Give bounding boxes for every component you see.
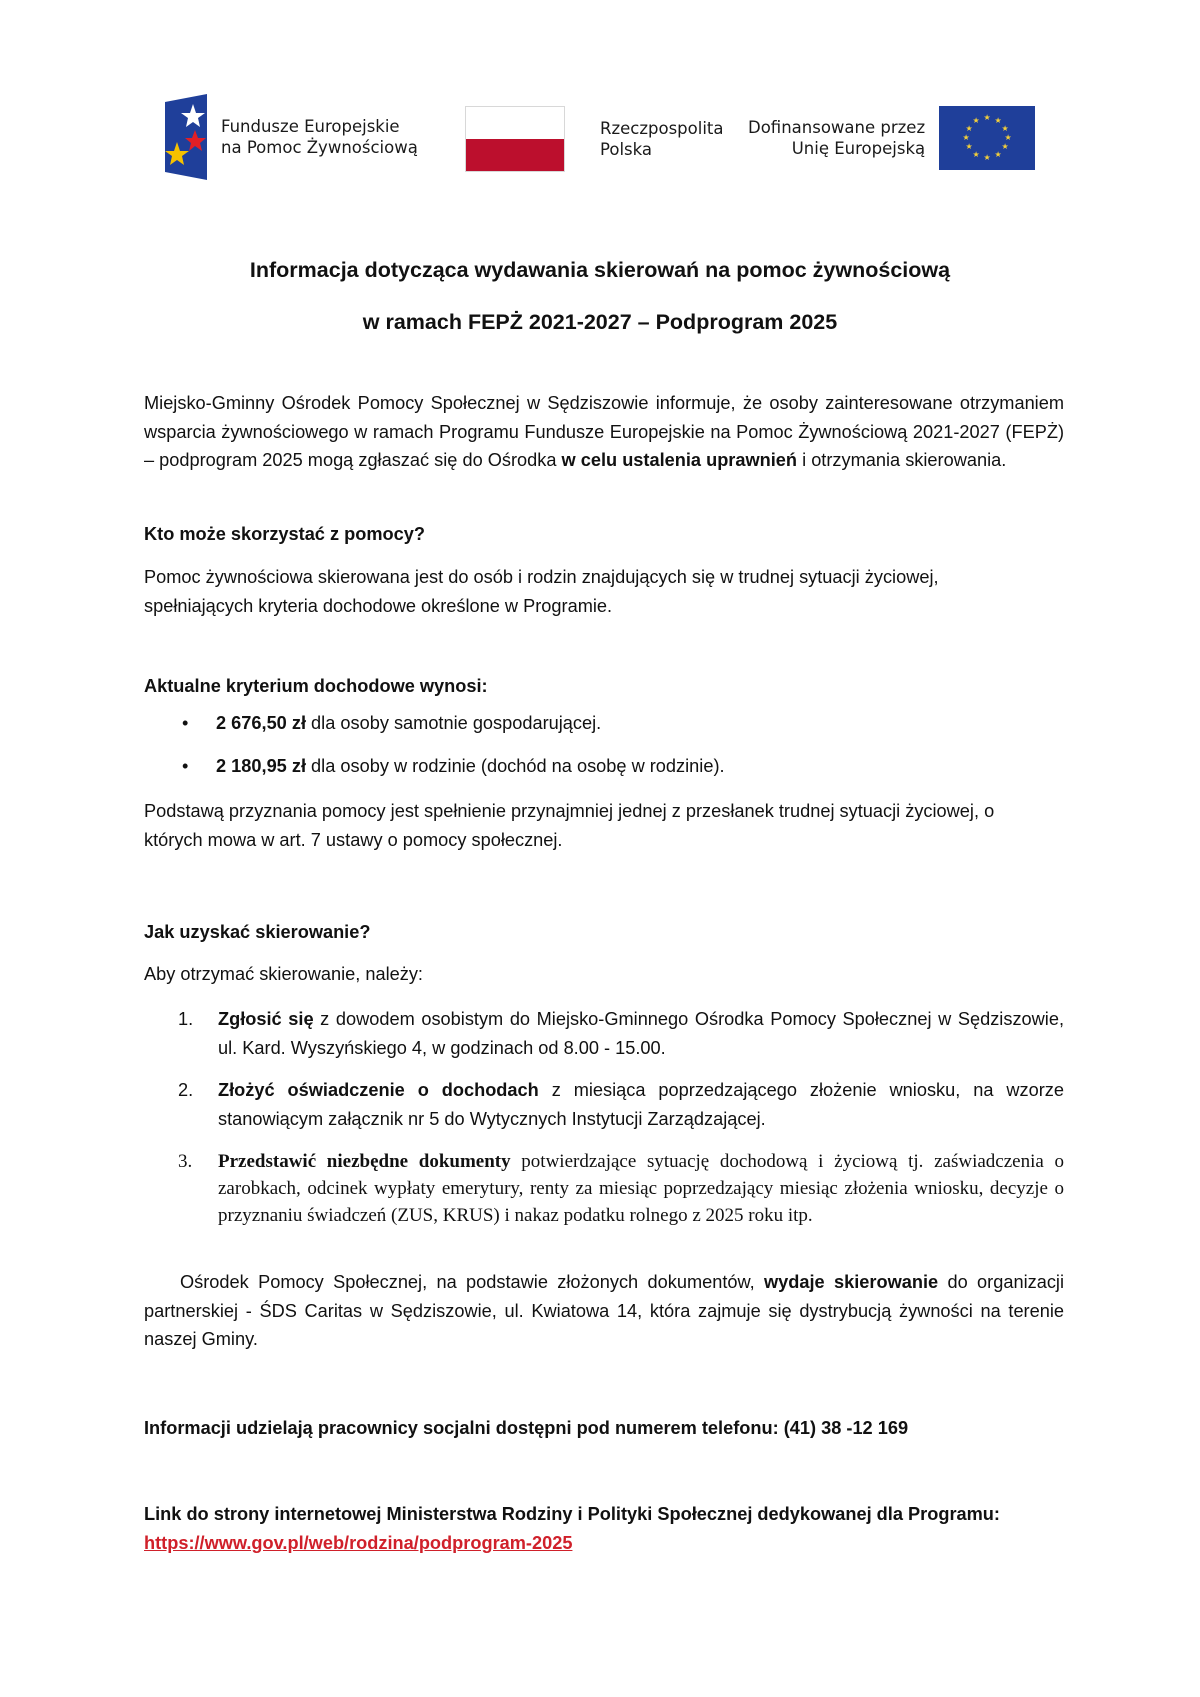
eu-logo-line1: Dofinansowane przez (748, 118, 926, 137)
pl-logo (465, 106, 724, 172)
step-text: potwierdzające sytuację dochodową i życiową tj. zaświadczenia o zarobkach, odcinek wypłaty emerytury, renty za miesiąc poprzedzający miesiąc złożenia wniosku, decyzje o przyznaniu świadczeń (ZUS, KRUS) i nakaz podatku rolnego z 2025 roku itp. (218, 1151, 1064, 1226)
section-who-text (144, 563, 1024, 620)
step-number: 2. (178, 1080, 194, 1100)
link-section (144, 1500, 1044, 1557)
closing-text-end: do organizacji partnerskiej - ŚDS Caritas w Sędziszowie, ul. Kwiatowa 14, która zajmuje się dystrybucją żywności na terenie naszej Gminy. (144, 1272, 1064, 1349)
closing-text: Ośrodek Pomocy Społecznej, na podstawie złożonych dokumentów, (180, 1272, 765, 1292)
pl-logo-line2: Polska (600, 140, 653, 159)
step-number: 3. (178, 1151, 193, 1172)
step-item (178, 1005, 1064, 1062)
logo-bar (0, 90, 1200, 190)
document-title-line2: w ramach FEPŻ 2021-2027 – Podprogram 2025 (362, 310, 838, 334)
who-paragraph: Pomoc żywnościowa skierowana jest do osób i rodzin znajdujących się w trudnej sytuacji życiowej, spełniających kryteria dochodowe określone w Programie. (144, 567, 939, 616)
fe-logo-line1: Fundusze Europejskie (221, 117, 400, 136)
section-how-lead: Aby otrzymać skierowanie, należy: (144, 964, 423, 984)
polish-flag-icon (465, 106, 565, 172)
step-item (178, 1148, 1064, 1229)
step-number: 1. (178, 1009, 194, 1029)
step-bold: Zgłosić się (218, 1009, 314, 1029)
step-item (178, 1076, 1064, 1133)
eu-logo (748, 106, 1035, 170)
intro-text-end: i otrzymania skierowania. (797, 450, 1007, 470)
criteria-amount: 2 676,50 zł (216, 713, 306, 733)
program-link[interactable]: https://www.gov.pl/web/rodzina/podprogram-2025 (144, 1532, 573, 1553)
pl-logo-line1: Rzeczpospolita (600, 119, 724, 138)
bullet-icon: • (182, 756, 189, 776)
section-how-heading: Jak uzyskać skierowanie? (144, 922, 371, 942)
basis-paragraph: Podstawą przyznania pomocy jest spełnienie przynajmniej jednej z przesłanek trudnej sytuacji życiowej, o których mowa w art. 7 ustawy o pomocy społecznej. (144, 801, 995, 850)
step-text: z miesiąca poprzedzającego złożenie wniosku, na wzorze stanowiącym załącznik nr 5 do Wytycznych Instytucji Zarządzającej. (218, 1080, 1064, 1129)
step-text: z dowodem osobistym do Miejsko-Gminnego Ośrodka Pomocy Społecznej w Sędziszowie, ul. Kard. Wyszyńskiego 4, w godzinach od 8.00 - 15.00. (218, 1009, 1064, 1058)
document-title-line1: Informacja dotycząca wydawania skierowań na pomoc żywnościową (249, 258, 951, 282)
eu-flag-icon: ★ ★ ★ ★ ★ ★ ★ ★ ★ ★ ★ ★ (939, 106, 1035, 170)
closing-paragraph (144, 1268, 1064, 1354)
criteria-basis (144, 797, 1024, 854)
contact-info: Informacji udzielają pracownicy socjalni dostępni pod numerem telefonu: (41) 38 -12 169 (144, 1418, 909, 1438)
step-bold: Przedstawić niezbędne dokumenty (218, 1151, 511, 1172)
fe-logo (163, 94, 418, 180)
criteria-heading: Aktualne kryterium dochodowe wynosi: (144, 676, 488, 696)
fe-star-mark-icon (163, 94, 209, 180)
criteria-text: dla osoby w rodzinie (dochód na osobę w rodzinie). (306, 756, 725, 776)
criteria-amount: 2 180,95 zł (216, 756, 306, 776)
fe-logo-line2: na Pomoc Żywnościową (221, 138, 418, 157)
step-bold: Złożyć oświadczenie o dochodach (218, 1080, 539, 1100)
bullet-icon: • (182, 713, 189, 733)
intro-paragraph (144, 389, 1064, 475)
eu-logo-line2: Unię Europejską (791, 139, 926, 158)
link-intro-text: Link do strony internetowej Ministerstwa Rodziny i Polityki Społecznej dedykowanej dla Programu: (144, 1504, 1000, 1524)
section-who-heading: Kto może skorzystać z pomocy? (144, 524, 425, 544)
closing-bold: wydaje skierowanie (764, 1272, 939, 1292)
intro-bold: w celu ustalenia uprawnień (561, 450, 798, 470)
criteria-text: dla osoby samotnie gospodarującej. (306, 713, 602, 733)
intro-text: Miejsko-Gminny Ośrodek Pomocy Społecznej w Sędziszowie informuje, że osoby zainteresowane otrzymaniem wsparcia żywnościowego w ramach Programu Fundusze Europejskie na Pomoc Żywnościową 2021-2027 (FEPŻ) – podprogram 2025 mogą zgłaszać się do Ośrodka (144, 393, 1064, 470)
